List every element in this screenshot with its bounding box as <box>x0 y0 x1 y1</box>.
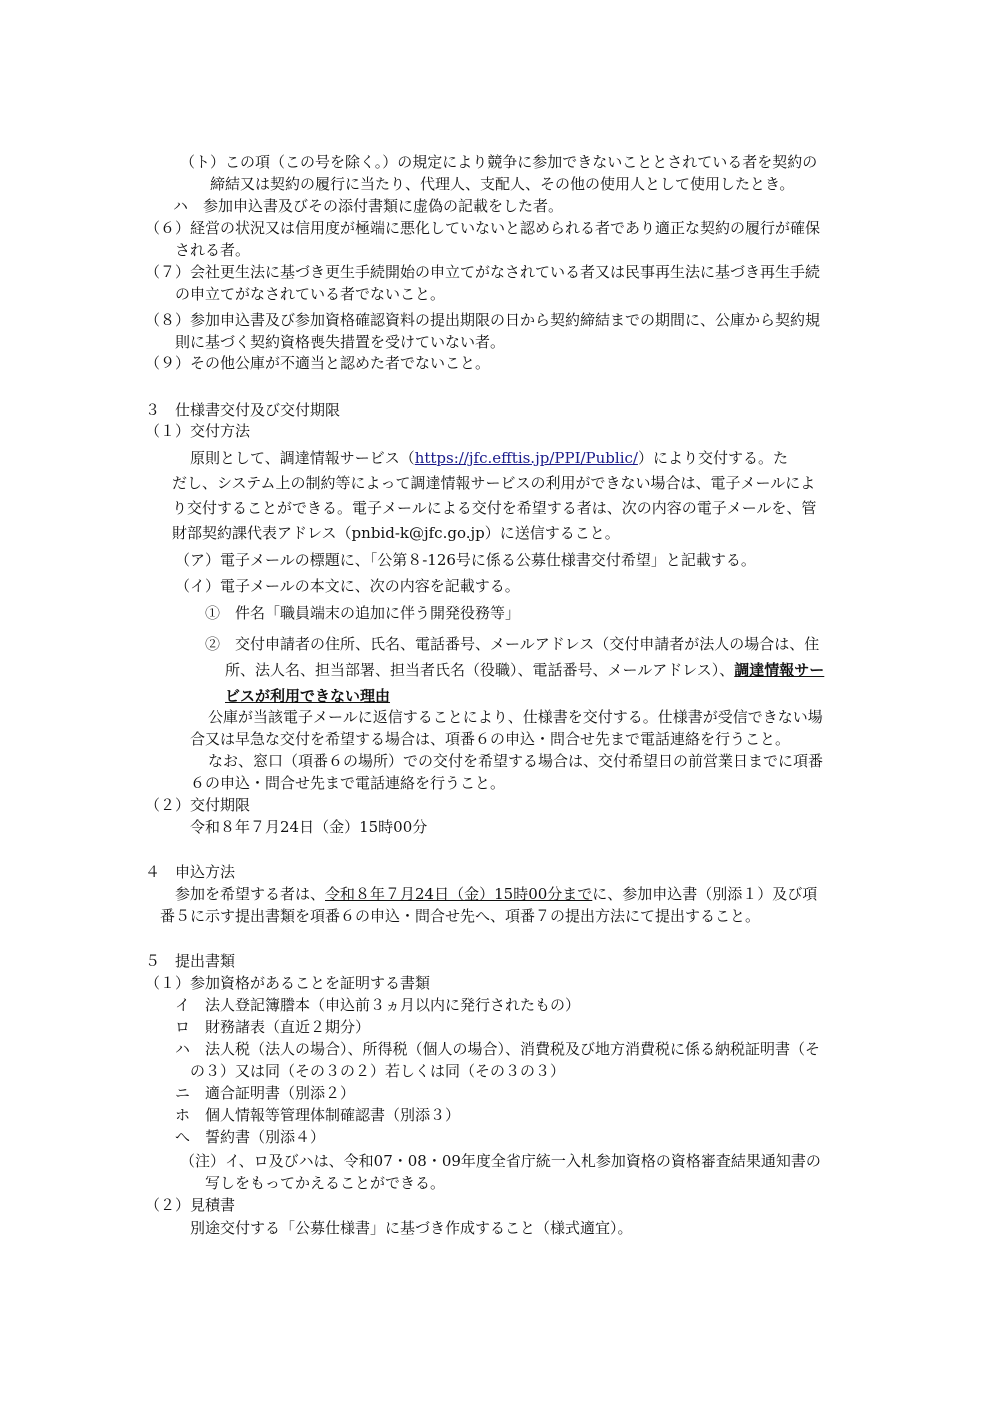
clause-ha: ハ 参加申込書及びその添付書類に虚偽の記載をした者。 <box>173 197 564 215</box>
doc-ni: ニ 適合証明書（別添２） <box>175 1084 356 1102</box>
section-4-heading: ４ 申込方法 <box>145 863 236 881</box>
clause-to <box>180 152 817 195</box>
reason-underline-2: ビスが利用できない理由 <box>225 687 391 705</box>
item-7: （７）会社更生法に基づき更生手続開始の申立てがなされている者又は民事再生法に基づき再生手続 の申立てがなされている者でないこと。 <box>145 263 821 303</box>
circle-2: ② 交付申請者の住所、氏名、電話番号、メールアドレス（交付申請者が法人の場合は、住 所、法人名、担当部署、担当者氏名（役職）、電話番号、メールアドレス）、調達情報サー ビスが利用できない理由 <box>205 635 825 705</box>
section-5-heading: ５ 提出書類 <box>145 952 236 970</box>
item-8: （８）参加申込書及び参加資格確認資料の提出期限の日から契約締結までの期間に、公庫から契約規 則に基づく契約資格喪失措置を受けていない者。 <box>145 311 821 351</box>
counter-paragraph: なお、窓口（項番６の場所）での交付を希望する場合は、交付希望日の前営業日までに項番 ６の申込・問合せ先まで電話連絡を行うこと。 <box>190 752 824 792</box>
procurement-service-link[interactable]: https://jfc.efftis.jp/PPI/Public/ <box>414 449 638 467</box>
section-5-1-heading: （１）参加資格があることを証明する書類 <box>145 974 431 992</box>
reason-underline-1: 調達情報サー <box>734 661 825 679</box>
reply-paragraph: 公庫が当該電子メールに返信することにより、仕様書を交付する。仕様書が受信できない場 合又は早急な交付を希望する場合は、項番６の申込・問合せ先まで電話連絡を行うこと。 <box>190 708 823 748</box>
section-5-2-body: 別途交付する「公募仕様書」に基づき作成すること（様式適宜）。 <box>190 1219 633 1237</box>
clause-i: （イ）電子メールの本文に、次の内容を記載する。 <box>175 577 520 595</box>
clause-to-line-1: （ト）この項（この号を除く。）の規定により競争に参加できないこととされている者を契約の <box>180 153 818 171</box>
section-5-2-heading: （２）見積書 <box>145 1196 236 1214</box>
doc-ro: ロ 財務諸表（直近２期分） <box>175 1018 371 1036</box>
doc-i: イ 法人登記簿謄本（申込前３ヵ月以内に発行されたもの） <box>175 996 581 1014</box>
section-3-heading: ３ 仕様書交付及び交付期限 <box>145 401 341 419</box>
doc-ho: ホ 個人情報等管理体制確認書（別添３） <box>175 1106 461 1124</box>
application-deadline-underline: 令和８年７月24日（金）15時00分まで <box>325 885 593 903</box>
circle-1: ① 件名「職員端末の追加に伴う開発役務等」 <box>205 604 521 622</box>
clause-a: （ア）電子メールの標題に、「公第８-126号に係る公募仕様書交付希望」と記載する。 <box>175 551 756 569</box>
clause-to-line-2: 締結又は契約の履行に当たり、代理人、支配人、その他の使用人として使用したとき。 <box>210 174 795 193</box>
section-3-1-heading: （１）交付方法 <box>145 422 251 440</box>
doc-ha: ハ 法人税（法人の場合）、所得税（個人の場合）、消費税及び地方消費税に係る納税証明書（そ の３）又は同（その３の２）若しくは同（その３の３） <box>175 1040 821 1080</box>
deadline-value: 令和８年７月24日（金）15時00分 <box>190 818 428 836</box>
section-3-2-heading: （２）交付期限 <box>145 796 251 814</box>
section-4-body: 参加を希望する者は、令和８年７月24日（金）15時00分までに、参加申込書（別添１）及び項 番５に示す提出書類を項番６の申込・問合せ先へ、項番７の提出方法にて提出すること。 <box>160 885 818 925</box>
doc-note: （注）イ、ロ及びハは、令和07・08・09年度全省庁統一入札参加資格の資格審査結果通知書の 写しをもってかえることができる。 <box>180 1152 821 1192</box>
item-9: （９）その他公庫が不適当と認めた者でないこと。 <box>145 354 491 372</box>
section-3-1-body: 原則として、調達情報サービス（https://jfc.efftis.jp/PPI/Public/）により交付する。た だし、システム上の制約等によって調達情報サービスの利用ができない場合は、電子メールによ り交付することができる。電子メールによる交付を希望する者は、次の内容の電子メールを、管 財部契約課代表アドレス（pnbid-k@jfc.go.jp）に送信すること。 <box>172 449 817 542</box>
doc-he: へ 誓約書（別添４） <box>175 1128 326 1146</box>
item-6: （６）経営の状況又は信用度が極端に悪化していないと認められる者であり適正な契約の履行が確保 される者。 <box>145 219 821 259</box>
